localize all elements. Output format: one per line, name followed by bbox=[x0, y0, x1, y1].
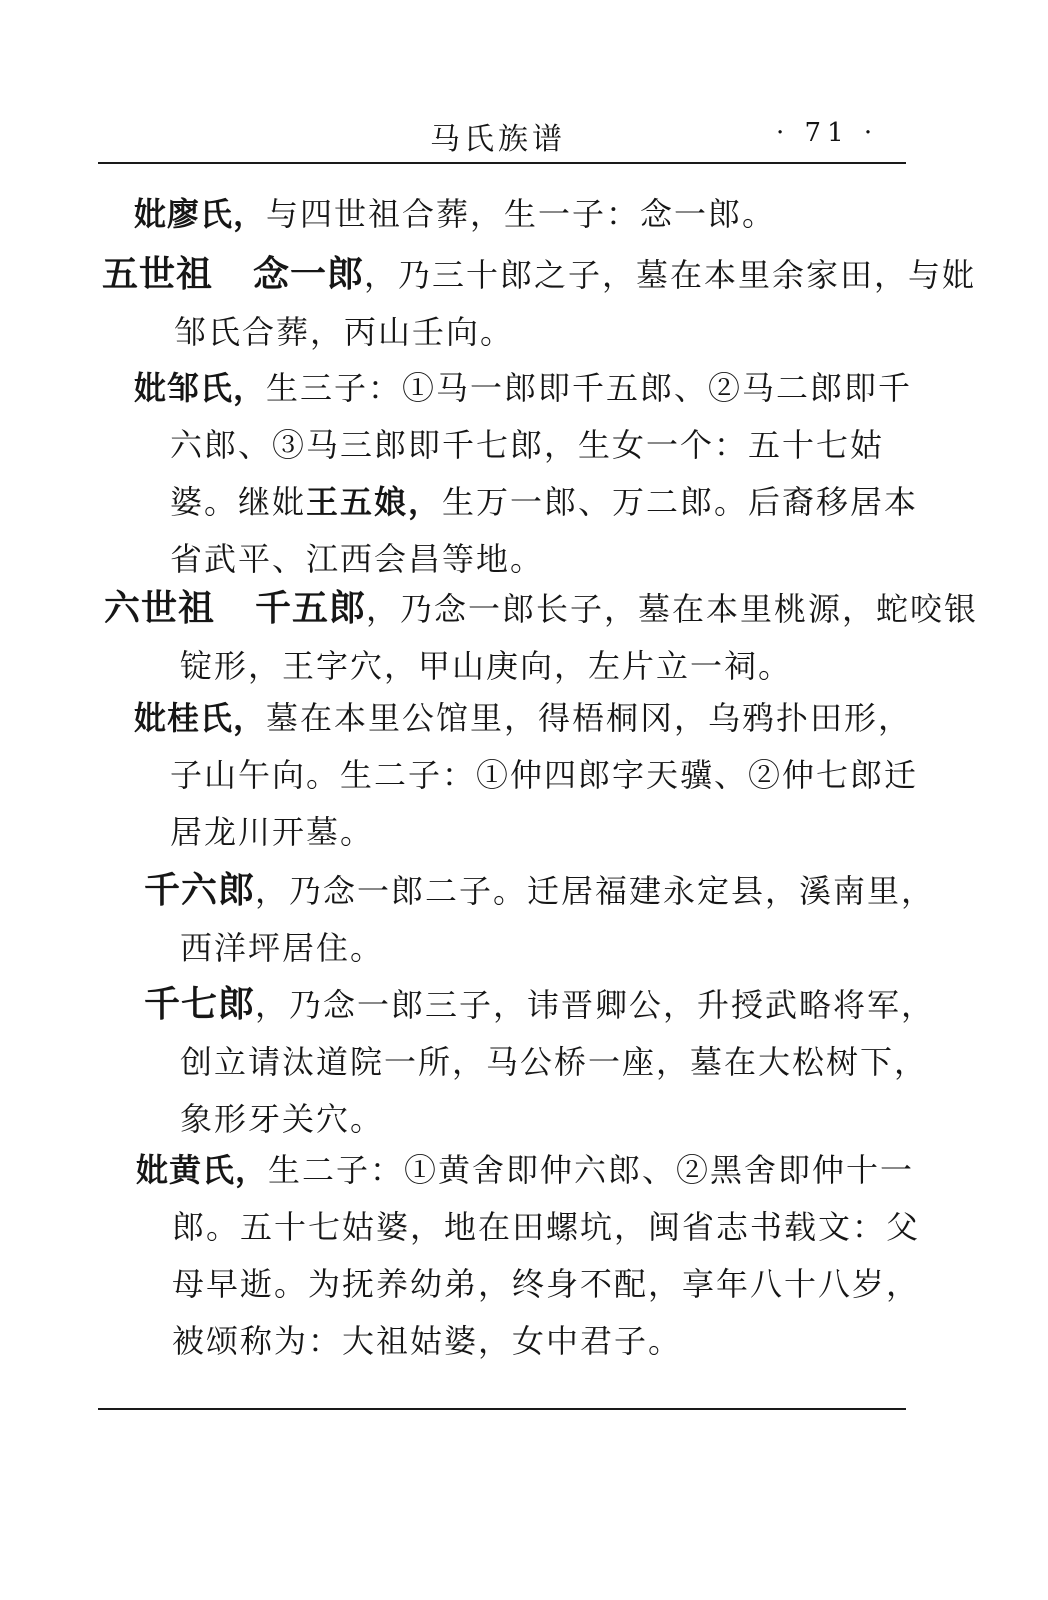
paragraph-lead: 妣黄氏， bbox=[136, 1151, 269, 1189]
paragraph-sixth-ancestor bbox=[104, 580, 988, 695]
paragraph-qian-qi-lang bbox=[144, 976, 946, 1148]
paragraph-text: ，乃念一郎长子，墓在本里桃源，蛇咬银锭形，王字穴，甲山庚向，左片立一祠。 bbox=[180, 590, 979, 685]
ancestor-name: 千五郎 bbox=[255, 588, 367, 629]
generation-label: 六世祖 bbox=[104, 588, 216, 629]
footer-rule bbox=[98, 1408, 906, 1410]
paragraph-fifth-ancestor bbox=[102, 246, 984, 361]
paragraph-lead: 妣廖氏， bbox=[134, 195, 267, 233]
paragraph-lead: 妣桂氏， bbox=[134, 699, 267, 737]
inline-name: 王五娘， bbox=[306, 483, 443, 521]
header-rule bbox=[98, 162, 906, 164]
paragraph-gui-shi bbox=[134, 690, 946, 861]
paragraph-text-cont: 生万一郎、万二郎。后裔移居本省武平、江西会昌等地。 bbox=[170, 483, 919, 578]
paragraph-lead: 妣邹氏， bbox=[134, 369, 267, 407]
generation-label: 五世祖 bbox=[102, 254, 214, 295]
paragraph-zou-shi bbox=[134, 360, 946, 588]
ancestor-name: 千六郎 bbox=[144, 870, 256, 911]
paragraph-text: ，乃念一郎三子，讳晋卿公，升授武略将军，创立请汰道院一所，马公桥一座，墓在大松树下，象形牙关穴。 bbox=[180, 986, 936, 1138]
paragraph-text: ，乃三十郎之子，墓在本里余家田，与妣邹氏合葬，丙山壬向。 bbox=[174, 256, 977, 351]
paragraph-text: 生二子：①黄舍即仲六郎、②黑舍即仲十一郎。五十七姑婆，地在田螺坑，闽省志书载文：父母早逝。为抚养幼弟，终身不配，享年八十八岁，被颂称为：大祖姑婆，女中君子。 bbox=[172, 1151, 921, 1360]
paragraph-text: 与四世祖合葬，生一子：念一郎。 bbox=[266, 195, 777, 233]
page-number: · 71 · bbox=[776, 118, 879, 148]
ancestor-name: 念一郎 bbox=[253, 254, 365, 295]
paragraph-text: 墓在本里公馆里，得梧桐冈，乌鸦扑田形，子山午向。生二子：①仲四郎字天骥、②仲七郎迁居龙川开墓。 bbox=[170, 699, 919, 851]
paragraph-liao-shi bbox=[134, 186, 914, 243]
running-header-title: 马氏族谱 bbox=[430, 122, 566, 157]
paragraph-text: ，乃念一郎二子。迁居福建永定县，溪南里，西洋坪居住。 bbox=[180, 872, 936, 967]
ancestor-name: 千七郎 bbox=[144, 984, 256, 1025]
paragraph-huang-shi bbox=[136, 1142, 948, 1370]
paragraph-qian-liu-lang bbox=[144, 862, 946, 977]
paragraph-text: 生三子：①马一郎即千五郎、②马二郎即千六郎、③马三郎即千七郎，生女一个：五十七姑婆。继妣 bbox=[170, 369, 913, 521]
